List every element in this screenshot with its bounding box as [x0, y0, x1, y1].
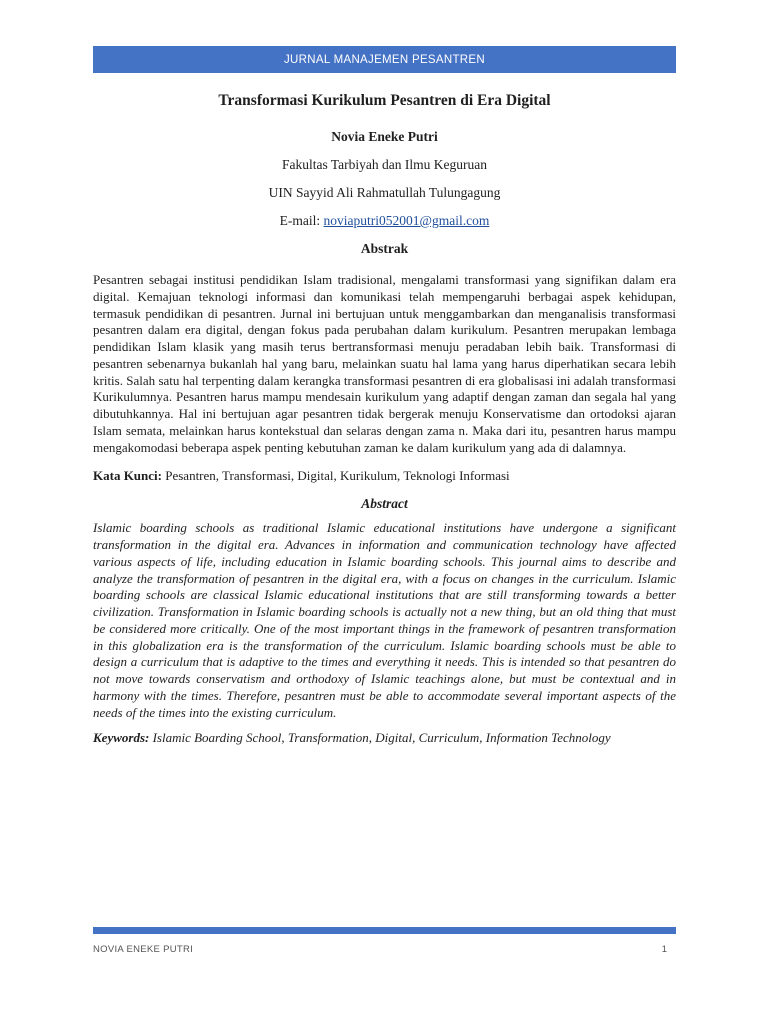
kata-kunci-label: Kata Kunci: [93, 468, 162, 484]
keywords-values: Islamic Boarding School, Transformation, Digital, Curriculum, Information Technology [149, 730, 611, 746]
university: UIN Sayyid Ali Rahmatullah Tulungagung [268, 185, 501, 200]
journal-name: JURNAL MANAJEMEN PESANTREN [284, 53, 485, 66]
abstract-heading: Abstract [361, 496, 408, 512]
article-title: Transformasi Kurikulum Pesantren di Era Digital [218, 92, 551, 109]
abstract-paragraph: Islamic boarding schools as traditional Islamic educational institutions have undergone a significant transformation in the digital era. Advances in information and communication technology have affected various aspects of life, including education in Islamic boarding schools. This journal aims to describe and analyze the transformation of pesantren in the digital era, with a focus on changes in the curriculum. Islamic boarding schools are classical Islamic educational institutions that are still transforming towards a better civilization. Transformation in Islamic boarding schools is actually not a new thing, but an old thing that must be considered more critically. One of the most important things in the framework of pesantren transformation in this globalization era is the transformation of the curriculum. Islamic boarding schools must be able to design a curriculum that is adaptive to the times and everything it needs. This is intended so that pesantren do not move towards conservatism and orthodoxy of Islamic teachings alone, but must be contextual and in harmony with the times. Therefore, pesantren must be able to accommodate several important aspects of the needs of the times into the existing curriculum. [93, 520, 676, 720]
article-body [93, 86, 676, 747]
footer-bar [93, 927, 676, 934]
faculty: Fakultas Tarbiyah dan Ilmu Keguruan [281, 157, 487, 172]
footer-author: NOVIA ENEKE PUTRI [93, 944, 194, 955]
keywords [93, 730, 676, 747]
author-name: Novia Eneke Putri [331, 129, 438, 144]
journal-header-bar [93, 46, 676, 73]
keywords-label: Keywords: [93, 730, 150, 746]
email-label: E-mail: [279, 213, 324, 228]
abstrak-paragraph: Pesantren sebagai institusi pendidikan Islam tradisional, mengalami transformasi yang signifikan dalam era digital. Kemajuan teknologi informasi dan komunikasi telah mempengaruhi berbagai aspek kehidupan, termasuk pendidikan di pesantren. Jurnal ini bertujuan untuk menggambarkan dan menganalisis transformasi pesantren dalam era digital, dengan fokus pada perubahan dalam kurikulum. Pesantren merupakan lembaga pendidikan Islam klasik yang masih terus bertransformasi menuju peradaban lebih baik. Transformasi di pesantren sebenarnya bukanlah hal yang baru, melainkan suatu hal lama yang harus diperhatikan secara lebih kritis. Salah satu hal terpenting dalam kerangka transformasi pesantren di era globalisasi ini adalah transformasi Kurikulumnya. Pesantren harus mampu mendesain kurikulum yang adaptif dengan zaman dan segala hal yang dibutuhkannya. Hal ini bertujuan agar pesantren tidak bergerak menuju Konservatisme dan ortodoksi ajaran Islam semata, melainkan harus kontekstual dan selaras dengan zama n. Maka dari itu, pesantren harus mampu mengakomodasi beberapa aspek penting kebutuhan zaman ke dalam kurikulum yang ada di dalamnya. [93, 272, 676, 455]
kata-kunci [93, 468, 676, 484]
kata-kunci-values: Pesantren, Transformasi, Digital, Kurikulum, Teknologi Informasi [161, 468, 510, 484]
email-link[interactable]: noviaputri052001@gmail.com [323, 213, 490, 228]
page-number: 1 [661, 944, 667, 955]
email-line [93, 213, 676, 229]
abstrak-heading: Abstrak [360, 241, 409, 256]
